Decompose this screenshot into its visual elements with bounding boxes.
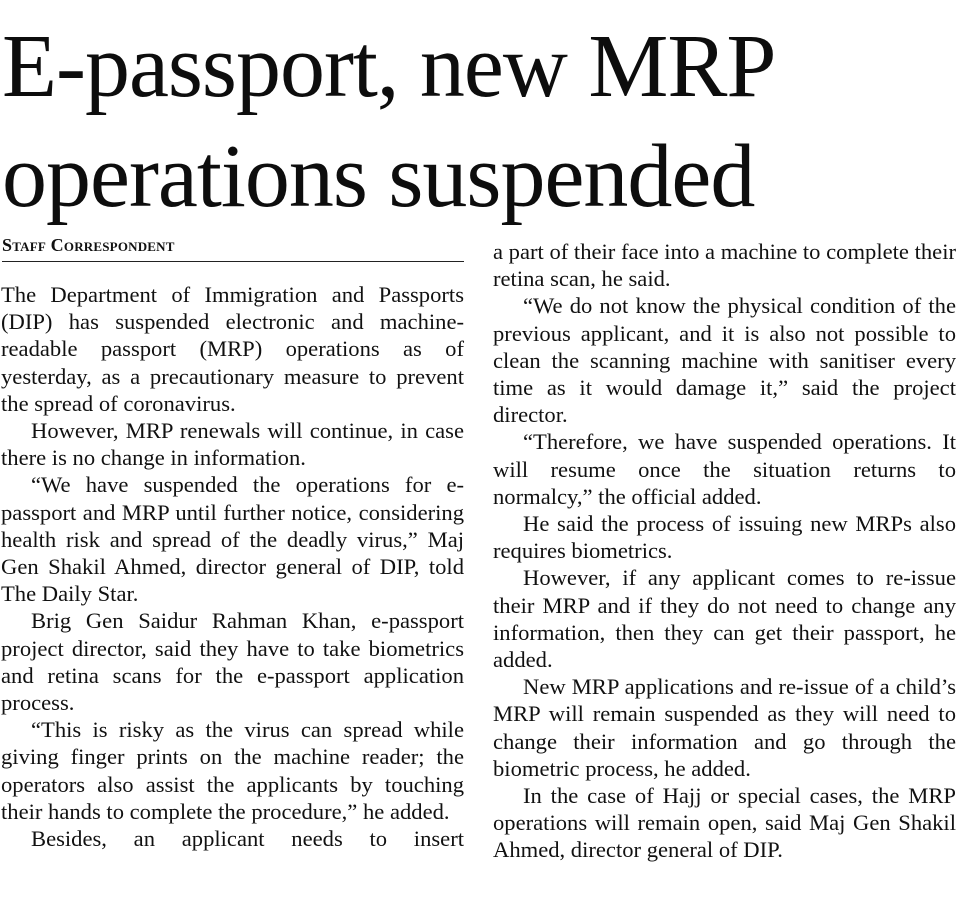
paragraph: However, if any applicant comes to re-issue their MRP and if they do not need to change any information, then they can get their passport, he added. — [493, 565, 956, 673]
byline: Staff Correspondent — [2, 233, 464, 262]
paragraph: “Therefore, we have suspended operations. It will resume once the situation returns to normalcy,” the official added. — [493, 429, 956, 509]
paragraph: In the case of Hajj or special cases, the MRP operations will remain open, said Maj Gen Shakil Ahmed, director general of DIP. — [493, 783, 956, 863]
headline — [2, 12, 957, 232]
article-column-right — [493, 238, 956, 864]
paragraph: Brig Gen Saidur Rahman Khan, e-passport project director, said they have to take biometrics and retina scans for the e-passport application process. — [1, 608, 464, 716]
paragraph-continuation: a part of their face into a machine to complete their retina scan, he said. — [493, 239, 956, 292]
paragraph: “This is risky as the virus can spread while giving finger prints on the machine reader; the operators also assist the applicants by touching their hands to complete the procedure,” he added. — [1, 717, 464, 824]
article-column-left — [1, 281, 464, 852]
headline-line-2: operations suspended — [2, 127, 755, 226]
paragraph: “We have suspended the operations for e-passport and MRP until further notice, considering health risk and spread of the deadly virus,” Maj Gen Shakil Ahmed, director general of DIP, told The Daily Star. — [1, 472, 464, 607]
paragraph: He said the process of issuing new MRPs also requires biometrics. — [493, 511, 956, 564]
headline-line-1: E-passport, new MRP — [2, 17, 776, 116]
paragraph: “We do not know the physical condition of the previous applicant, and it is also not possible to clean the scanning machine with sanitiser every time as it would damage it,” said the project director. — [493, 293, 956, 428]
paragraph: The Department of Immigration and Passports (DIP) has suspended electronic and machine-readable passport (MRP) operations as of yesterday, as a precautionary measure to prevent the spread of coronavirus. — [1, 282, 464, 416]
paragraph: New MRP applications and re-issue of a child’s MRP will remain suspended as they will need to change their information and go through the biometric process, he added. — [493, 674, 956, 781]
paragraph: However, MRP renewals will continue, in case there is no change in information. — [1, 418, 464, 471]
paragraph-continued: Besides, an applicant needs to insert — [31, 826, 464, 852]
